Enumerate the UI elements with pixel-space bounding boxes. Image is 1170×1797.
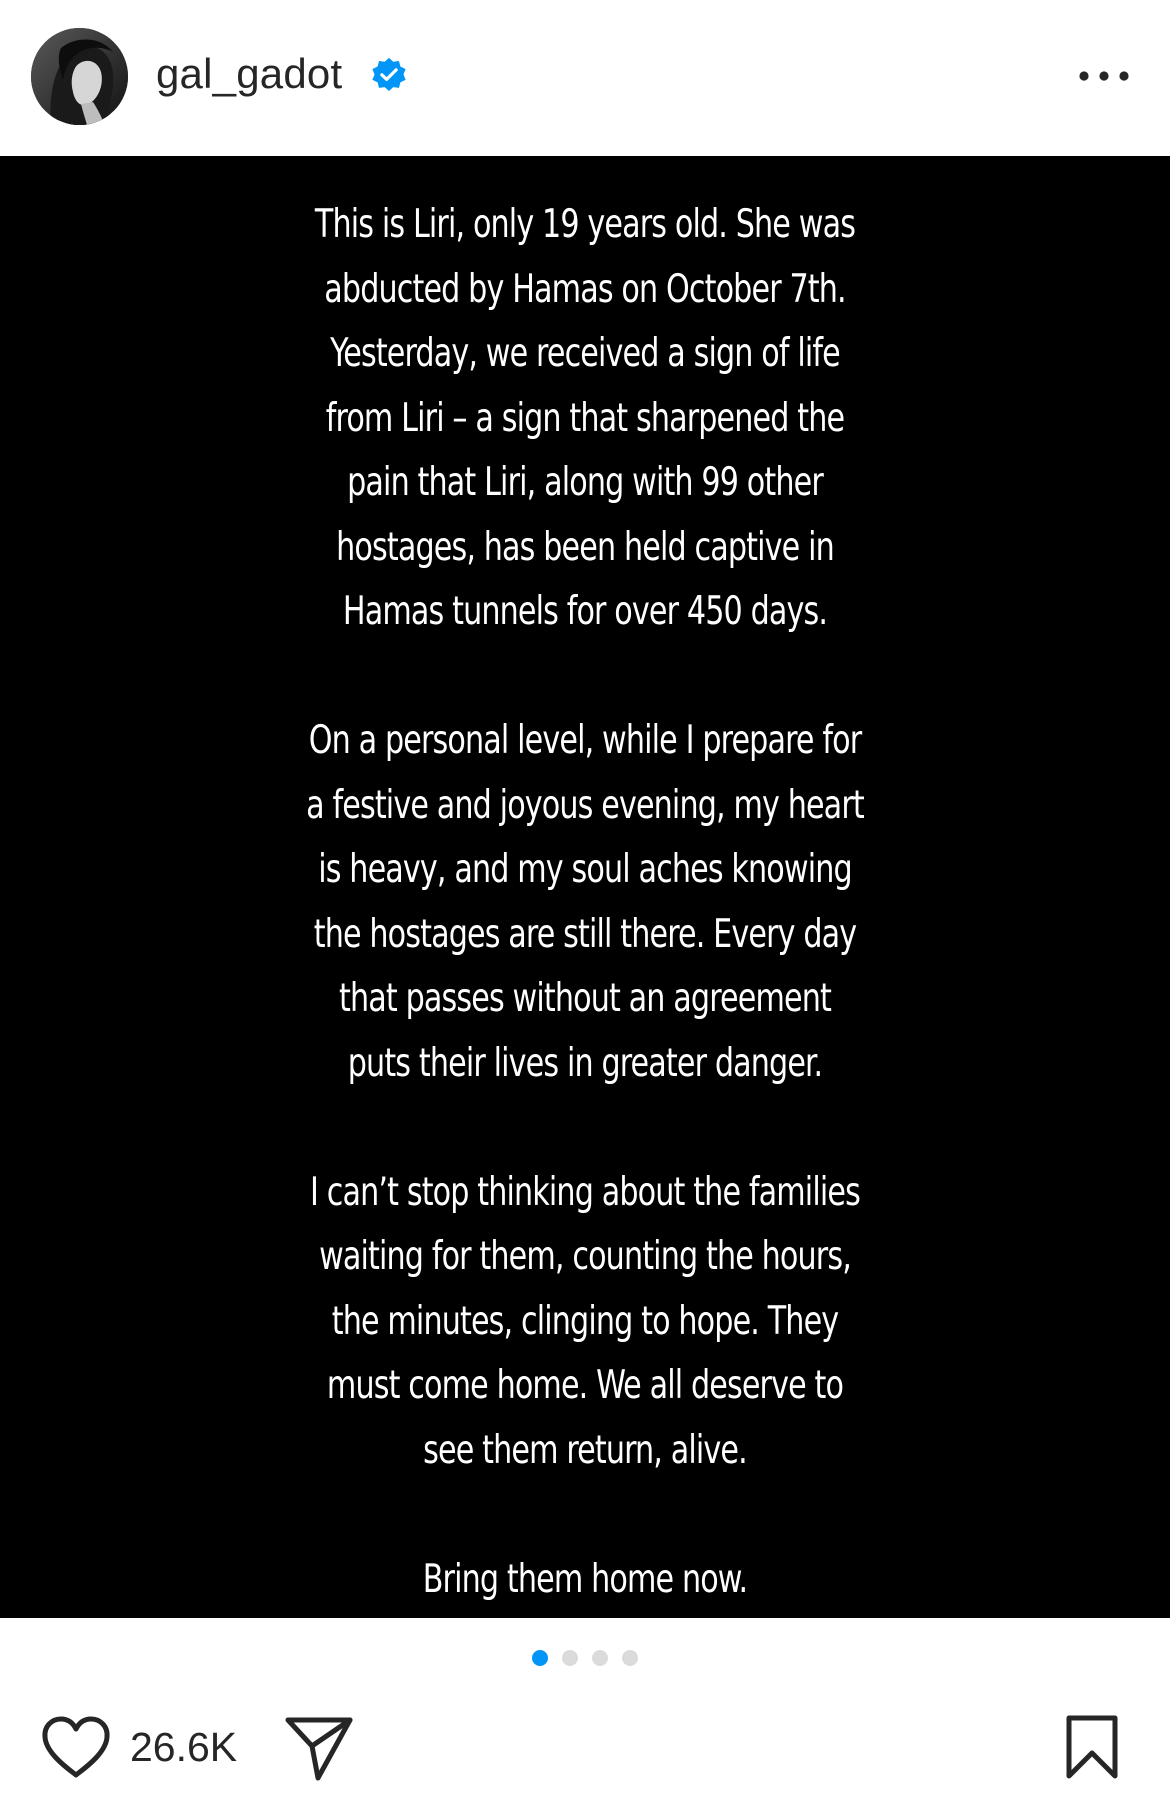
heart-icon[interactable] — [40, 1714, 112, 1780]
carousel-dot — [592, 1650, 608, 1666]
post-header — [0, 0, 1170, 156]
caption-paragraph: On a personal level, while I prepare for a festive and joyous evening, my heart is heavy, and my soul aches knowing the hostages are still there. Every day that passes without an agreement puts their lives in greater danger. — [306, 718, 864, 1086]
paper-plane-icon[interactable] — [284, 1714, 354, 1782]
avatar[interactable] — [31, 28, 128, 125]
caption-paragraph: This is Liri, only 19 years old. She was abducted by Hamas on October 7th. Yesterday, we received a sign of life from Liri – a sign that sharpened the pain that Liri, along with 99 other hostages, has been held captive in Hamas tunnels for over 450 days. — [314, 202, 856, 634]
carousel-dot — [562, 1650, 578, 1666]
carousel-dot-active — [532, 1650, 548, 1666]
more-options-icon[interactable] — [1076, 58, 1132, 94]
avatar-photo — [31, 28, 128, 125]
verified-badge-icon — [370, 56, 408, 94]
caption-paragraph: Bring them home now. — [422, 1556, 748, 1602]
username[interactable]: gal_gadot — [156, 50, 343, 97]
post-actions — [0, 1700, 1170, 1797]
post-media[interactable] — [0, 156, 1170, 1618]
like-count[interactable]: 26.6K — [130, 1724, 238, 1770]
bookmark-icon[interactable] — [1064, 1713, 1120, 1781]
caption-paragraph: I can’t stop thinking about the families waiting for them, counting the hours, the minutes, clinging to hope. They must come home. We all deserve to see them return, alive. — [310, 1169, 860, 1473]
carousel-dot — [622, 1650, 638, 1666]
post-caption — [254, 193, 916, 1612]
carousel-indicator — [0, 1650, 1170, 1680]
